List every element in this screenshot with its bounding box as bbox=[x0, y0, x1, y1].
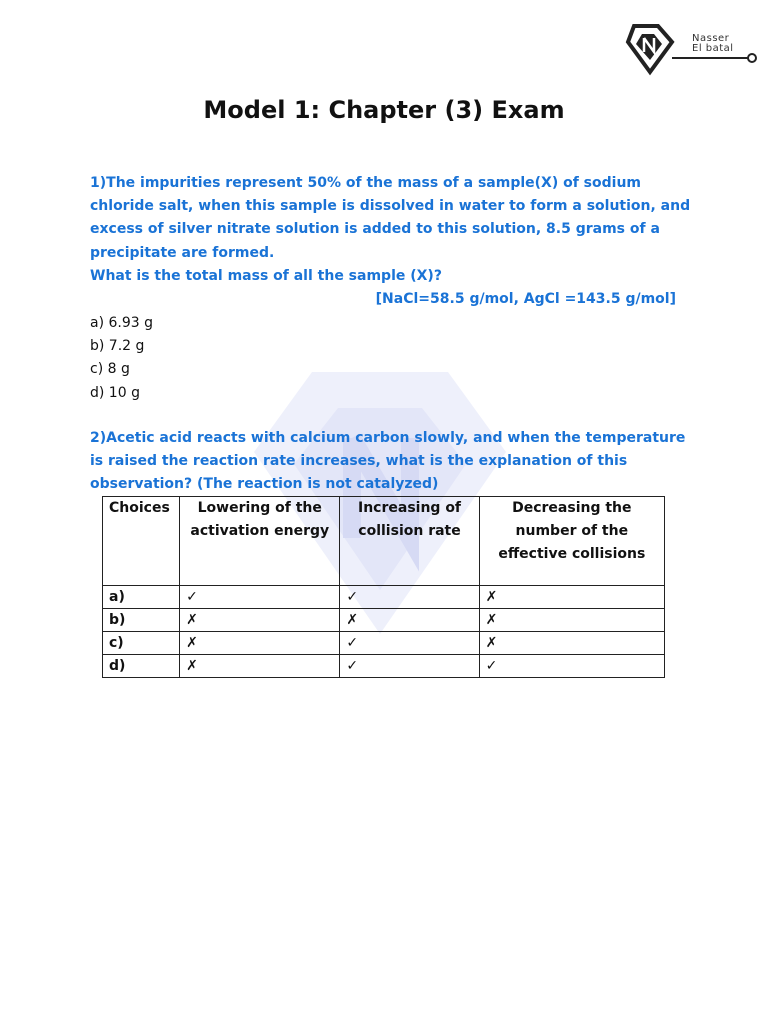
option-b: b) 7.2 g bbox=[90, 338, 145, 355]
table-cell: a) bbox=[103, 586, 180, 609]
table-cell: ✓ bbox=[340, 586, 479, 609]
table-cell: ✓ bbox=[340, 632, 479, 655]
question-1-line: What is the total mass of all the sample (X)? bbox=[90, 267, 442, 284]
table-cell: b) bbox=[103, 609, 180, 632]
question-2-line: is raised the reaction rate increases, what is the explanation of this bbox=[90, 453, 628, 470]
table-header: Lowering of the activation energy bbox=[180, 497, 340, 586]
question-1-line: excess of silver nitrate solution is added to this solution, 8.5 grams of a bbox=[90, 221, 660, 238]
table-row bbox=[103, 632, 665, 655]
logo bbox=[620, 20, 760, 80]
table-row bbox=[103, 586, 665, 609]
option-d: d) 10 g bbox=[90, 384, 140, 401]
table-cell: ✗ bbox=[479, 609, 664, 632]
question-2 bbox=[90, 427, 690, 497]
table-header-row bbox=[103, 497, 665, 586]
option-a: a) 6.93 g bbox=[90, 315, 153, 331]
question-1-options bbox=[90, 312, 153, 405]
question-1 bbox=[90, 172, 690, 311]
logo-name-line1: Nasser bbox=[692, 33, 730, 44]
table-row bbox=[103, 655, 665, 678]
question-1-line: chloride salt, when this sample is dissolved in water to form a solution, and bbox=[90, 198, 691, 215]
question-1-line: 1)The impurities represent 50% of the mass of a sample(X) of sodium bbox=[90, 175, 642, 191]
question-2-line: 2)Acetic acid reacts with calcium carbon slowly, and when the temperature bbox=[90, 430, 686, 446]
logo-name bbox=[692, 34, 734, 54]
table-cell: ✗ bbox=[479, 586, 664, 609]
question-2-line: observation? (The reaction is not catalyzed) bbox=[90, 476, 439, 493]
table-cell: ✓ bbox=[180, 586, 340, 609]
table-cell: ✗ bbox=[180, 655, 340, 678]
choices-table bbox=[102, 496, 665, 678]
table-cell: ✗ bbox=[340, 609, 479, 632]
table-cell: d) bbox=[103, 655, 180, 678]
logo-name-line2: El batal bbox=[692, 43, 734, 54]
table-cell: ✓ bbox=[479, 655, 664, 678]
table-cell: ✗ bbox=[479, 632, 664, 655]
table-cell: ✓ bbox=[340, 655, 479, 678]
table-cell: ✗ bbox=[180, 632, 340, 655]
logo-emblem-icon bbox=[620, 20, 760, 80]
table-row bbox=[103, 609, 665, 632]
molar-masses: [NaCl=58.5 g/mol, AgCl =143.5 g/mol] bbox=[375, 291, 676, 308]
question-1-line: precipitate are formed. bbox=[90, 244, 275, 261]
table-header: Decreasing the number of the effective collisions bbox=[479, 497, 664, 586]
table-header: Increasing of collision rate bbox=[340, 497, 479, 586]
table-header: Choices bbox=[103, 497, 180, 586]
table-cell: c) bbox=[103, 632, 180, 655]
option-c: c) 8 g bbox=[90, 361, 130, 378]
table-cell: ✗ bbox=[180, 609, 340, 632]
page-title: Model 1: Chapter (3) Exam bbox=[203, 96, 565, 124]
